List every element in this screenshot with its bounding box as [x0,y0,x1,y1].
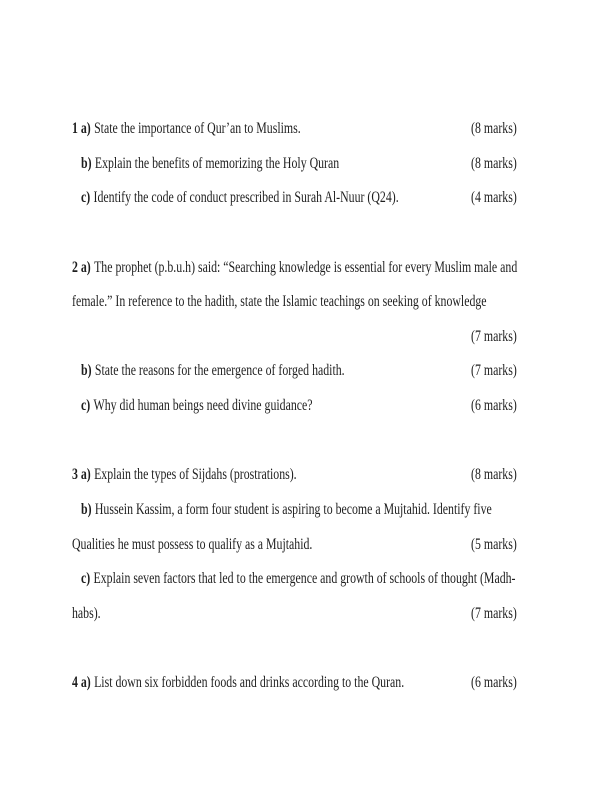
question-number-label: b) [81,500,92,518]
marks-label: (8 marks) [471,120,517,137]
marks-label: (5 marks) [471,535,517,553]
question-line [72,458,517,493]
question-text-group [81,493,492,528]
marks-label: (4 marks) [471,189,517,207]
question-text-group [81,354,345,389]
question-text: State the importance of Qur’an to Muslims. [94,120,301,137]
question-text-group [72,112,301,147]
question-line [72,181,517,216]
question-line [72,354,517,389]
question-text-group [72,251,517,286]
marks-label: (7 marks) [471,362,517,380]
question-text: female.” In reference to the hadith, state the Islamic teachings on seeking of knowledge [72,293,487,311]
question-line [72,389,517,424]
marks-label: (6 marks) [471,674,517,691]
question-line [72,562,517,597]
question-text: Explain the types of Sijdahs (prostrations). [94,466,297,484]
question-text: habs). [72,604,101,622]
question-text: Why did human beings need divine guidance? [93,397,313,414]
question-line [72,597,517,632]
question-text: Qualities he must possess to qualify as a Mujtahid. [72,535,313,553]
question-number-label: c) [81,397,91,414]
question-text: Hussein Kassim, a form four student is aspiring to become a Mujtahid. Identify five [94,500,492,518]
question-text: List down six forbidden foods and drinks according to the Quran. [94,674,405,691]
marks-label: (8 marks) [471,154,517,172]
question-number-label: c) [81,189,91,207]
question-text-group [81,181,399,216]
question-text-group [81,562,515,597]
question-line [72,285,517,320]
question-number-label: 3 a) [72,466,91,484]
question-line [72,320,517,355]
question-number-label: 2 a) [72,258,91,276]
marks-label: (7 marks) [471,604,517,622]
question-text-group [81,147,339,182]
question-text: Explain the benefits of memorizing the Holy Quran [94,154,340,172]
marks-label: (7 marks) [471,327,517,345]
question-line [72,631,517,666]
question-text-group [81,389,313,424]
question-line [72,112,517,147]
question-number-label: c) [81,570,91,588]
question-line [72,216,517,251]
question-text-group [72,458,297,493]
marks-label: (6 marks) [471,397,517,414]
question-text-group [72,528,312,563]
question-number-label: b) [81,362,92,380]
question-line [72,528,517,563]
question-line [72,251,517,286]
question-text: The prophet (p.b.u.h) said: “Searching knowledge is essential for every Muslim male and [94,258,518,276]
question-number-label: 1 a) [72,120,91,137]
question-line [72,424,517,459]
question-line [72,147,517,182]
question-text: Explain seven factors that led to the emergence and growth of schools of thought (Madh- [93,570,516,588]
question-text-group [72,597,101,632]
question-text-group [72,285,487,320]
question-number-label: b) [81,154,92,172]
document-body [72,112,517,701]
question-text-group [72,666,404,701]
question-text: Identify the code of conduct prescribed in Surah Al-Nuur (Q24). [93,189,399,207]
marks-label: (8 marks) [471,466,517,484]
question-number-label: 4 a) [72,674,91,691]
question-line [72,493,517,528]
question-text: State the reasons for the emergence of forged hadith. [94,362,345,380]
question-line [72,666,517,701]
